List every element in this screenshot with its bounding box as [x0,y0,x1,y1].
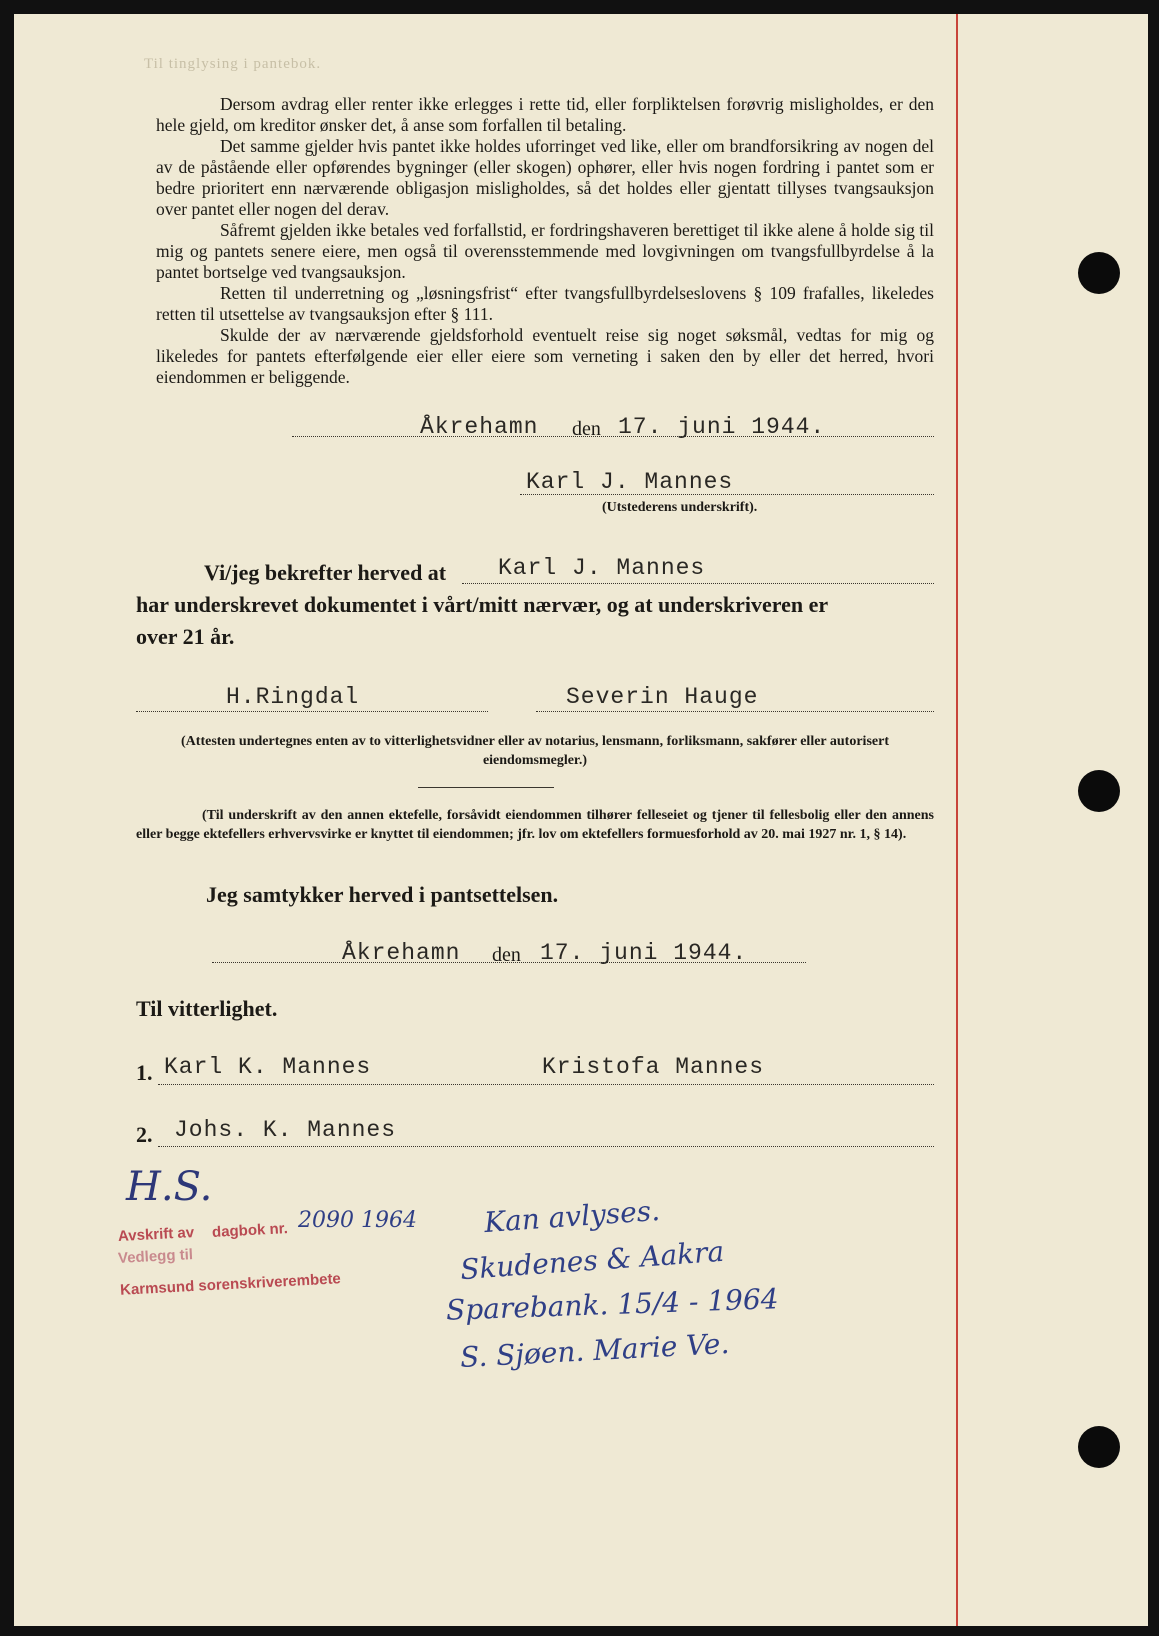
paragraph: Retten til underretning og „løsningsfrist“ efter tvangsfullbyrdelseslovens § 109 frafalles, likeledes retten til utsettelse av tvangsauksjon efter § 111. [156,283,934,324]
witness-note: (Attesten undertegnes enten av to vitterlighetsvidner eller av notarius, lensmann, forliksmann, sakfører eller autorisert eiendomsmegler.) [181,734,889,768]
stamp-line-2: Vedlegg til [117,1246,194,1267]
divider [418,787,554,788]
punch-hole [1078,770,1120,812]
consent-text: Jeg samtykker herved i pantsettelsen. [206,882,559,907]
witness-line-right [536,711,934,712]
handwritten-note-2: Skudenes & Aakra [459,1234,726,1287]
handwritten-note-4: S. Sjøen. Marie Ve. [459,1326,731,1375]
vitterlighet-witness-1b: Kristofa Mannes [542,1054,765,1080]
issue-date: 17. juni 1944. [618,414,826,440]
confirmation-prefix: Vi/jeg bekrefter herved at [204,560,447,585]
name-line [462,583,934,584]
confirmation-line3: over 21 år. [136,624,235,649]
consent-den-label: den [492,944,521,966]
terms-text [156,94,934,388]
handwritten-note-1: Kan avlyses. [483,1193,661,1240]
stamp-line-3: Karmsund sorenskriverembete [119,1270,342,1299]
date-line [292,436,934,437]
paragraph: Det samme gjelder hvis pantet ikke holdes uforringet ved like, eller om brandforsikring av nogen del av de påstående eller opførendes bygninger (eller skogen) ophører, eller hvis nogen fordring i pantet som er bedre prioritert enn nærværende obligasjon misligholdes, så det holdes eller gjentatt tillyses tvangsauksjon over pantet eller nogen del derav. [156,136,934,219]
witness-left: H.Ringdal [226,684,360,710]
witness-line-left [136,711,488,712]
witness-right: Severin Hauge [566,684,759,710]
consent-place: Åkrehamn [342,940,461,966]
document-page [14,14,1148,1626]
signature-caption: (Utstederens underskrift). [602,500,758,515]
paragraph: Dersom avdrag eller renter ikke erlegges i rette tid, eller forpliktelsen forøvrig misligholdes, er den hele gjeld, om kreditor ønsker det, å anse som forfallen til betaling. [156,94,934,135]
confirmation-name: Karl J. Mannes [498,555,706,581]
paragraph: Skulde der av nærværende gjeldsforhold eventuelt reise sig noget søksmål, vedtas for mig og likeledes for pantets efterfølgende eier eller eiere som verneting i saken den by eller det herred, hvori eiendommen er beliggende. [156,325,934,387]
witness-number: 1. [136,1060,153,1085]
issuer-signature: Karl J. Mannes [526,469,734,495]
stamp-dagbok: dagbok nr. [211,1220,289,1241]
stamp-line-1: Avskrift av [117,1224,195,1245]
punch-hole [1078,252,1120,294]
dagbok-number: 2090 1964 [298,1208,417,1233]
witness-number: 2. [136,1122,153,1147]
consent-date: 17. juni 1944. [540,940,748,966]
punch-hole [1078,1426,1120,1468]
paragraph: Såfremt gjelden ikke betales ved forfallstid, er fordringshaveren berettiget til ikke alene å holde sig til mig og pantets senere eiere, men også til overensstemmende med lovgivningen om tvangsfullbyrdelse å la pantet bortselge ved tvangsauksjon. [156,220,934,282]
faint-header: Til tinglysing i pantebok. [144,56,322,72]
spouse-note: (Til underskrift av den annen ektefelle, forsåvidt eiendommen tilhører felleseiet og tjener til fellesbolig eller den annens eller begge ektefellers erhvervsvirke er knyttet til eiendommen; jfr. lov om ektefellers formuesforhold av 20. mai 1927 nr. 1, § 14). [136,808,934,842]
vitterlighet-witness-1: Karl K. Mannes [164,1054,372,1080]
confirmation-line2: har underskrevet dokumentet i vårt/mitt nærvær, og at underskriveren er [136,592,829,617]
vitterlighet-line-2 [158,1146,934,1147]
vitterlighet-witness-2: Johs. K. Mannes [174,1117,397,1143]
red-margin-line [956,14,958,1626]
initials-handwritten: H.S. [126,1164,213,1210]
issue-place: Åkrehamn [420,414,539,440]
handwritten-note-3: Sparebank. 15/4 - 1964 [445,1282,780,1327]
vitterlighet-line-1 [158,1084,934,1085]
den-label: den [572,418,601,440]
vitterlighet-heading: Til vitterlighet. [136,996,278,1021]
